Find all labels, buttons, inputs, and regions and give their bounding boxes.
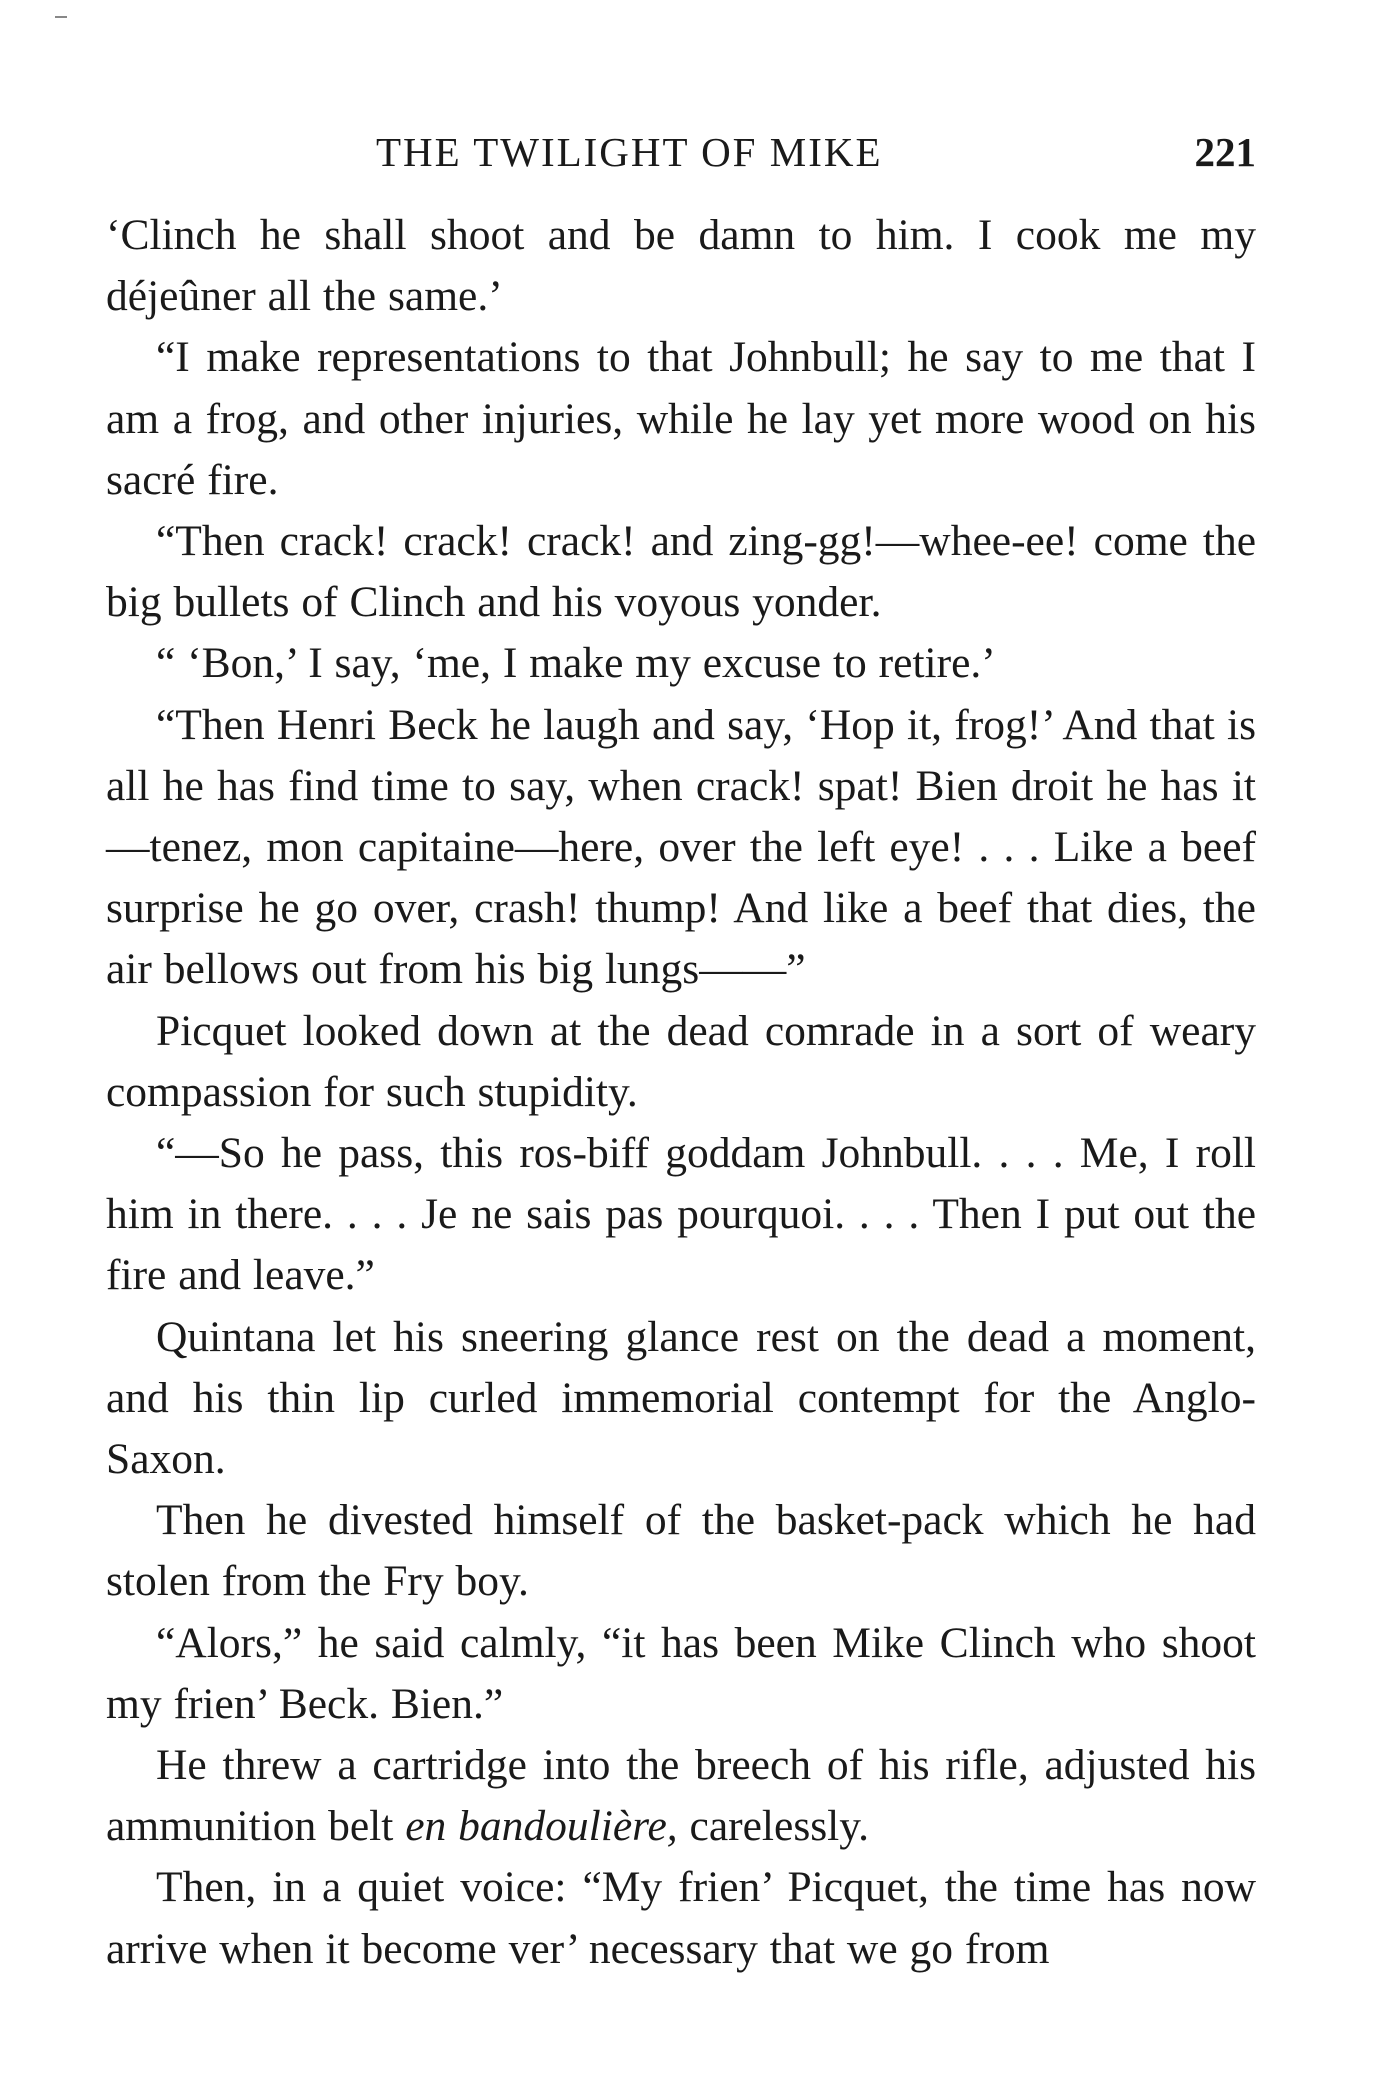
paragraph-5: “Then Henri Beck he laugh and say, ‘Hop it, frog!’ And that is all he has find time to say, when crack! spat! Bien droit he has it—tenez, mon capitaine—here, over the left eye! . . . Like a beef surprise he go over, crash! thump! And like a beef that dies, the air bellows out from his big lungs——” <box>106 700 1256 994</box>
paragraph-10: “Alors,” he said calmly, “it has been Mike Clinch who shoot my frien’ Beck. Bien.” <box>106 1618 1256 1728</box>
paragraph-11-italic: en bandoulière, <box>405 1802 678 1851</box>
paragraph-11 <box>106 1735 1256 1857</box>
paragraph-12: Then, in a quiet voice: “My frien’ Picquet, the time has now arrive when it become ver’ necessary that we go from <box>106 1863 1256 1973</box>
scan-mark <box>55 16 67 18</box>
page-header <box>106 124 1256 180</box>
paragraph-2: “I make representations to that Johnbull; he say to me that I am a frog, and other injuries, while he lay yet more wood on his sacré fire. <box>106 333 1256 504</box>
paragraph-6: Picquet looked down at the dead comrade in a sort of weary compassion for such stupidity. <box>106 1006 1256 1116</box>
paragraph-11-start: He threw a cartridge into the breech of his rifle, adjusted his ammunition belt <box>106 1741 1256 1851</box>
body-text <box>106 205 1256 1980</box>
paragraph-7: “—So he pass, this ros-biff goddam Johnbull. . . . Me, I roll him in there. . . . Je ne sais pas pourquoi. . . . Then I put out the fire and leave.” <box>106 1129 1256 1300</box>
running-title: THE TWILIGHT OF MIKE <box>376 129 883 175</box>
paragraph-3: “Then crack! crack! crack! and zing-gg!—whee-ee! come the big bullets of Clinch and his voyous yonder. <box>106 517 1256 627</box>
paragraph-4: “ ‘Bon,’ I say, ‘me, I make my excuse to retire.’ <box>156 639 996 688</box>
paragraph-1: ‘Clinch he shall shoot and be damn to him. I cook me my déjeûner all the same.’ <box>106 211 1256 321</box>
paragraph-11-end: carelessly. <box>677 1802 870 1851</box>
paragraph-9: Then he divested himself of the basket-pack which he had stolen from the Fry boy. <box>106 1496 1256 1606</box>
page-number: 221 <box>1194 129 1256 175</box>
paragraph-8: Quintana let his sneering glance rest on the dead a moment, and his thin lip curled immemorial contempt for the Anglo-Saxon. <box>106 1312 1256 1484</box>
